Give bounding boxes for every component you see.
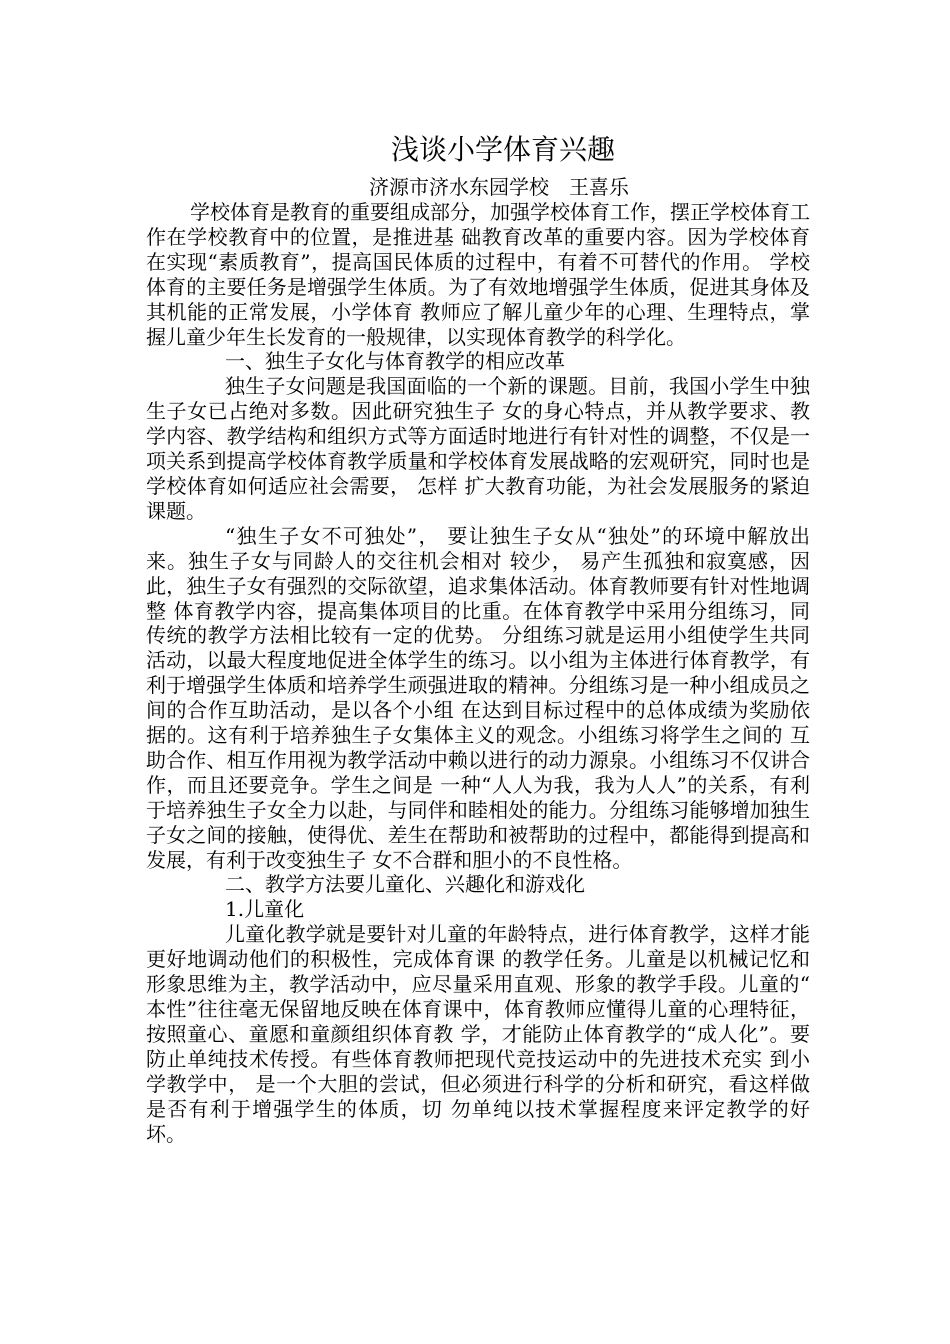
- author-line: 济源市济水东园学校 王喜乐: [369, 175, 629, 199]
- document-body: [146, 200, 810, 1146]
- paragraph: 学校体育是教育的重要组成部分，加强学校体育工作，摆正学校体育工作在学校教育中的位置，是推进基 础教育改革的重要内容。因为学校体育在实现“素质教育”，提高国民体质的过程中，有着不可替代的作用。 学校体育的主要任务是增强学生体质。为了有效地增强学生体质，促进其身体及其机能的正常发展，小学体育 教师应了解儿童少年的心理、生理特点，掌握儿童少年生长发育的一般规律，以实现体育教学的科学化。: [146, 200, 810, 349]
- paragraph: 儿童化教学就是要针对儿童的年龄特点，进行体育教学，这样才能更好地调动他们的积极性，完成体育课 的教学任务。儿童是以机械记忆和形象思维为主，教学活动中，应尽量采用直观、形象的教学手段。儿童的“ 本性”往往毫无保留地反映在体育课中，体育教师应懂得儿童的心理特征，按照童心、童愿和童颜组织体育教 学，才能防止体育教学的“成人化”。要防止单纯技术传授。有些体育教师把现代竞技运动中的先进技术充实 到小学教学中， 是一个大胆的尝试，但必须进行科学的分析和研究，看这样做是否有利于增强学生的体质，切 勿单纯以技术掌握程度来评定教学的好坏。: [146, 922, 810, 1146]
- document-title: 浅谈小学体育兴趣: [390, 133, 615, 166]
- paragraph: 独生子女问题是我国面临的一个新的课题。目前，我国小学生中独生子女已占绝对多数。因此研究独生子 女的身心特点，并从教学要求、教学内容、教学结构和组织方式等方面适时地进行有针对性的调整，不仅是一 项关系到提高学校体育教学质量和学校体育发展战略的宏观研究，同时也是学校体育如何适应社会需要， 怎样 扩大教育功能，为社会发展服务的紧迫课题。: [146, 374, 810, 523]
- paragraph: “独生子女不可独处”， 要让独生子女从“独处”的环境中解放出来。独生子女与同龄人的交往机会相对 较少， 易产生孤独和寂寞感，因此，独生子女有强烈的交际欲望，追求集体活动。体育教师要有针对性地调整 体育教学内容，提高集体项目的比重。在体育教学中采用分组练习，同传统的教学方法相比较有一定的优势。 分组练习就是运用小组使学生共同活动，以最大程度地促进全体学生的练习。以小组为主体进行体育教学，有 利于增强学生体质和培养学生顽强进取的精神。分组练习是一种小组成员之间的合作互助活动，是以各个小组 在达到目标过程中的总体成绩为奖励依据的。这有利于培养独生子女集体主义的观念。小组练习将学生之间的 互助合作、相互作用视为教学活动中赖以进行的动力源泉。小组练习不仅讲合作，而且还要竞争。学生之间是 一种“人人为我，我为人人”的关系，有利于培养独生子女全力以赴，与同伴和睦相处的能力。分组练习能够增加独生子女之间的接触，使得优、差生在帮助和被帮助的过程中，都能得到提高和发展，有利于改变独生子 女不合群和胆小的不良性格。: [146, 523, 810, 872]
- section-heading: 二、教学方法要儿童化、兴趣化和游戏化: [225, 872, 585, 897]
- section-heading: 一、独生子女化与体育教学的相应改革: [225, 349, 565, 374]
- subsection-heading: 1.儿童化: [225, 897, 305, 922]
